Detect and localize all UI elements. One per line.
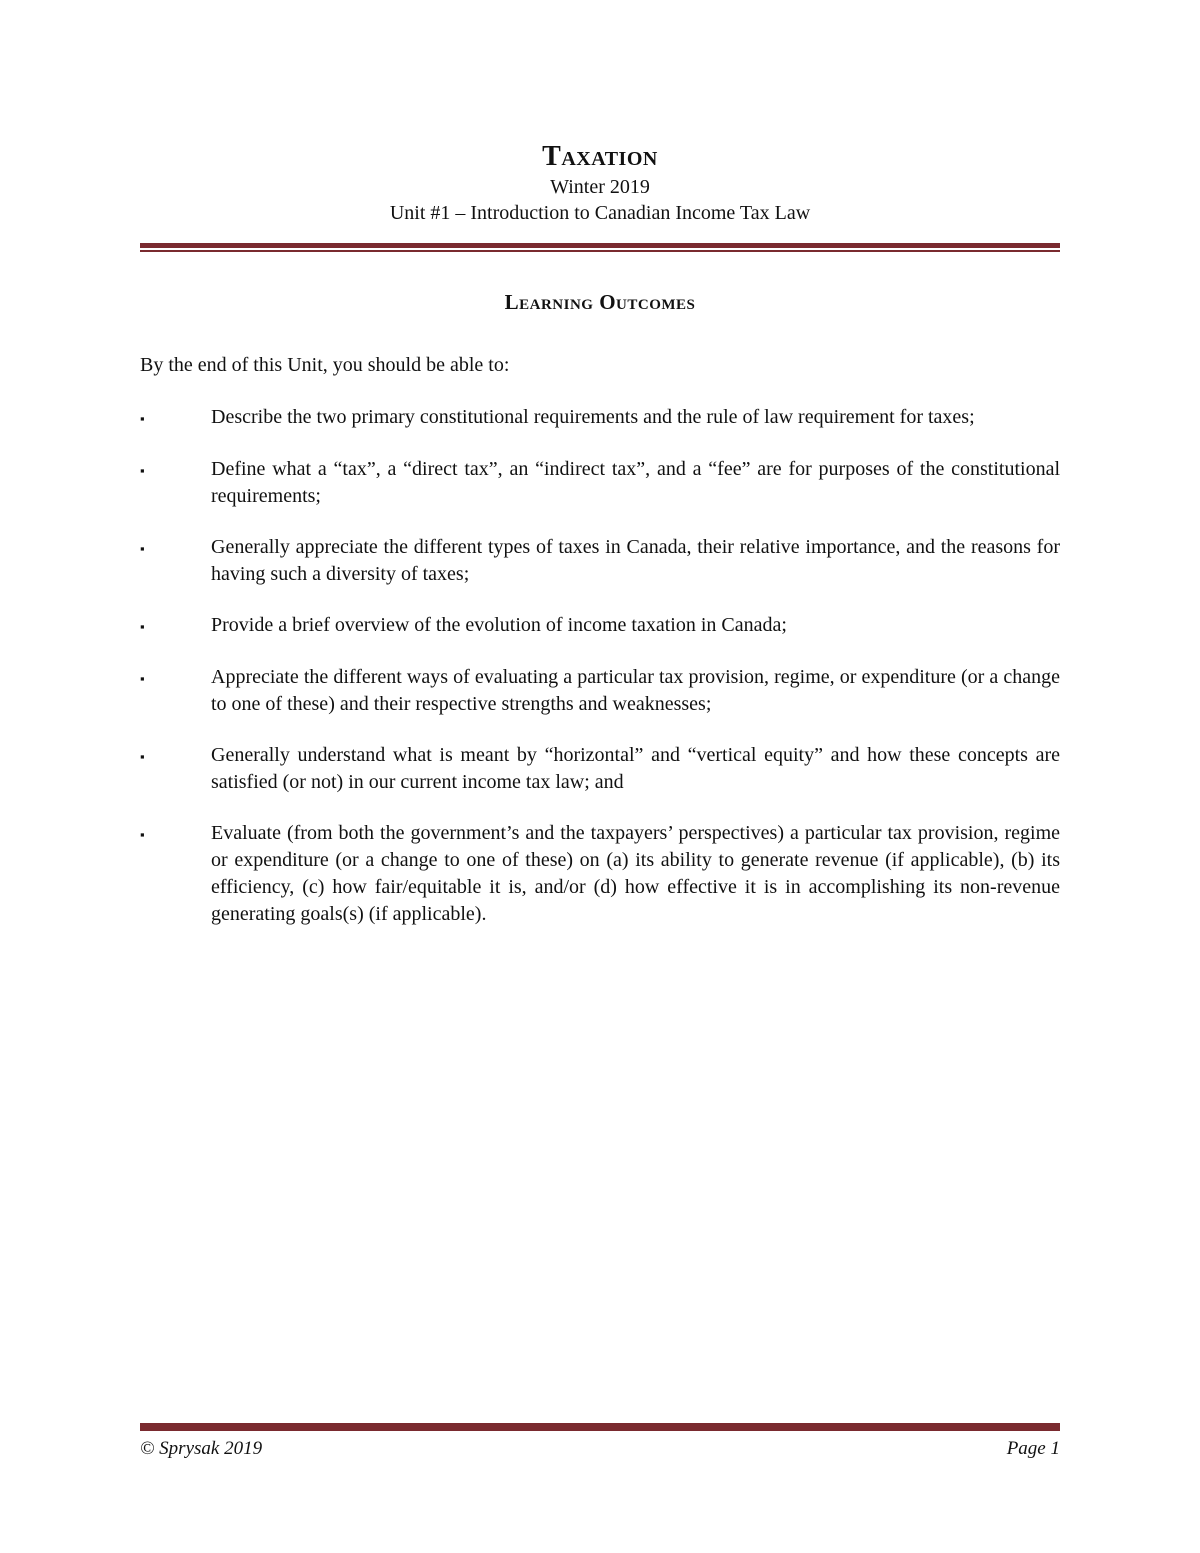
list-item xyxy=(140,612,1060,640)
header-rule-thin-line xyxy=(140,250,1060,252)
outcome-text: Evaluate (from both the government’s and the taxpayers’ perspectives) a particular tax provision, regime or expenditure (or a change to one of these) on (a) its ability to generate revenue (if applicable), (b) its efficiency, (c) how fair/equitable it is, and/or (d) how effective it is in accomplishing its non-revenue generating goals(s) (if applicable). xyxy=(211,822,1060,925)
section-intro: By the end of this Unit, you should be able to: xyxy=(140,354,510,376)
outcome-text: Describe the two primary constitutional requirements and the rule of law requirement for taxes; xyxy=(211,406,975,428)
list-item xyxy=(140,664,1060,718)
page-footer xyxy=(140,1438,1060,1460)
list-item xyxy=(140,456,1060,510)
learning-outcomes-list xyxy=(140,404,1060,952)
square-bullet-icon: ▪ xyxy=(140,619,145,634)
square-bullet-icon: ▪ xyxy=(140,749,145,764)
outcome-text: Generally appreciate the different types of taxes in Canada, their relative importance, and the reasons for having such a diversity of taxes; xyxy=(211,536,1060,585)
document-title: Taxation xyxy=(542,141,658,172)
square-bullet-icon: ▪ xyxy=(140,463,145,478)
document-header xyxy=(140,140,1060,226)
document-unit: Unit #1 – Introduction to Canadian Income Tax Law xyxy=(389,201,811,224)
list-item xyxy=(140,534,1060,588)
footer-page-number: Page 1 xyxy=(1006,1438,1060,1459)
section-heading: Learning Outcomes xyxy=(504,290,696,314)
square-bullet-icon: ▪ xyxy=(140,541,145,556)
document-term: Winter 2019 xyxy=(550,175,650,198)
outcome-text: Define what a “tax”, a “direct tax”, an “indirect tax”, and a “fee” are for purposes of the constitutional requirements; xyxy=(211,458,1060,507)
header-rule xyxy=(140,243,1060,252)
header-rule-thick-line xyxy=(140,243,1060,248)
footer-rule xyxy=(140,1423,1060,1431)
footer-copyright: © Sprysak 2019 xyxy=(140,1438,263,1459)
footer-rule-line xyxy=(140,1423,1060,1431)
outcome-text: Provide a brief overview of the evolution of income taxation in Canada; xyxy=(211,614,787,636)
outcome-text: Appreciate the different ways of evaluating a particular tax provision, regime, or expenditure (or a change to one of these) and their respective strengths and weaknesses; xyxy=(211,666,1060,715)
list-item xyxy=(140,404,1060,432)
outcome-text: Generally understand what is meant by “horizontal” and “vertical equity” and how these concepts are satisfied (or not) in our current income tax law; and xyxy=(211,744,1060,793)
square-bullet-icon: ▪ xyxy=(140,827,145,842)
list-item xyxy=(140,820,1060,928)
square-bullet-icon: ▪ xyxy=(140,671,145,686)
list-item xyxy=(140,742,1060,796)
square-bullet-icon: ▪ xyxy=(140,411,145,426)
